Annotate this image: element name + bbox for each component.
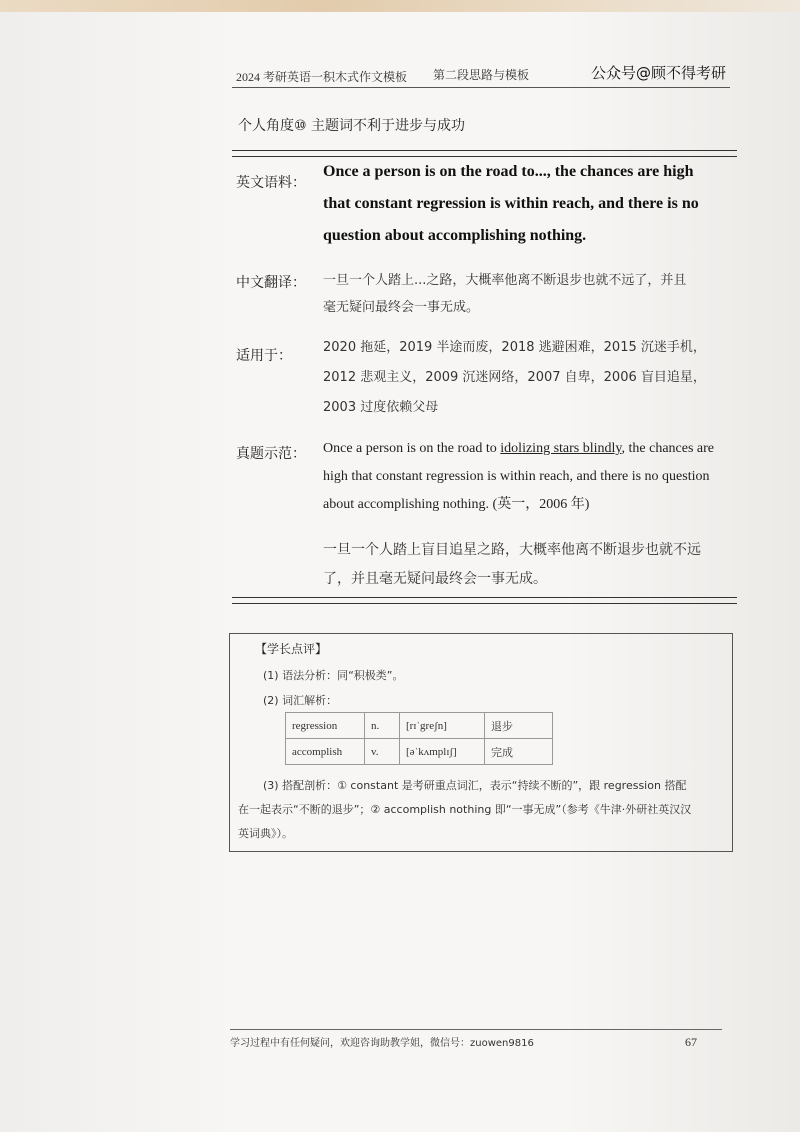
top-shadow-band: [0, 0, 800, 12]
example-topic-underlined: idolizing stars blindly: [500, 441, 622, 456]
vocab-table: [285, 712, 553, 765]
table-row: [286, 713, 553, 739]
grammar-analysis: (1) 语法分析：同“积极类”。: [263, 669, 404, 682]
section-title: 个人角度⑩ 主题词不利于进步与成功: [238, 118, 466, 134]
header-account: 公众号@顾不得考研: [590, 64, 726, 82]
applicable-label: 适用于：: [236, 348, 292, 364]
applicable-text: [323, 333, 728, 423]
english-material-label: 英文语料：: [236, 175, 306, 191]
vocab-pos: n.: [365, 713, 400, 739]
footer-divider: [230, 1029, 722, 1030]
english-material-line: Once a person is on the road to..., the chances are high: [323, 163, 694, 180]
english-material-line: question about accomplishing nothing.: [323, 227, 587, 244]
applicable-line: 2003 过度依赖父母: [323, 400, 439, 415]
comment-box: [229, 633, 733, 852]
page-header: [236, 62, 730, 86]
english-material-line: that constant regression is within reach, and there is no: [323, 195, 699, 212]
page-number: 67: [685, 1035, 697, 1049]
header-chapter: 第二段思路与模板: [433, 68, 530, 82]
vocab-pos: v.: [365, 739, 400, 765]
example-chinese: [323, 536, 728, 594]
collocation-analysis: [238, 774, 728, 846]
vocab-meaning: 完成: [485, 739, 553, 765]
vocab-ipa: [rɪˈgreʃn]: [400, 713, 485, 739]
chinese-translation-label: 中文翻译：: [236, 275, 306, 291]
header-book-title: 2024 考研英语一积木式作文模板: [236, 70, 408, 84]
footer-contact: 学习过程中有任何疑问，欢迎咨询助教学姐，微信号：zuowen9816: [230, 1038, 534, 1049]
example-line-end: , the chances are: [621, 441, 714, 456]
vocab-analysis-heading: (2) 词汇解析：: [263, 694, 338, 707]
chinese-translation-line: 毫无疑问最终会一事无成。: [323, 300, 480, 315]
vocab-meaning: 退步: [485, 713, 553, 739]
example-cn-line: 一旦一个人踏上盲目追星之路，大概率他离不断退步也就不远: [323, 542, 701, 558]
collocation-line: 在一起表示“不断的退步”；② accomplish nothing 即“一事无成”（参考《牛津·外研社英汉汉: [238, 803, 692, 816]
example-line: about accomplishing nothing. (英一，2006 年): [323, 497, 590, 512]
collocation-line: 英词典》）。: [238, 827, 293, 840]
chinese-translation-line: 一旦一个人踏上...之路，大概率他离不断退步也就不远了，并且: [323, 273, 687, 288]
example-line: high that constant regression is within reach, and there is no question: [323, 469, 710, 484]
example-label: 真题示范：: [236, 446, 306, 462]
collocation-line: (3) 搭配剖析：① constant 是考研重点词汇，表示“持续不断的”，跟 regression 搭配: [263, 779, 687, 792]
example-cn-line: 了，并且毫无疑问最终会一事无成。: [323, 571, 547, 587]
header-divider: [232, 87, 730, 88]
example-english: [323, 435, 728, 519]
table-row: [286, 739, 553, 765]
applicable-line: 2020 拖延，2019 半途而废，2018 逃避困难，2015 沉迷手机，: [323, 340, 706, 355]
example-line: [323, 435, 728, 463]
applicable-line: 2012 悲观主义，2009 沉迷网络，2007 自卑，2006 盲目追星，: [323, 370, 706, 385]
vocab-ipa: [əˈkʌmplɪʃ]: [400, 739, 485, 765]
english-material-text: [323, 156, 733, 252]
section-bottom-divider: [232, 597, 737, 604]
vocab-word: regression: [286, 713, 365, 739]
chinese-translation-text: [323, 267, 728, 321]
example-line-start: Once a person is on the road to: [323, 441, 501, 456]
comment-box-title: 【学长点评】: [255, 642, 328, 656]
vocab-word: accomplish: [286, 739, 365, 765]
